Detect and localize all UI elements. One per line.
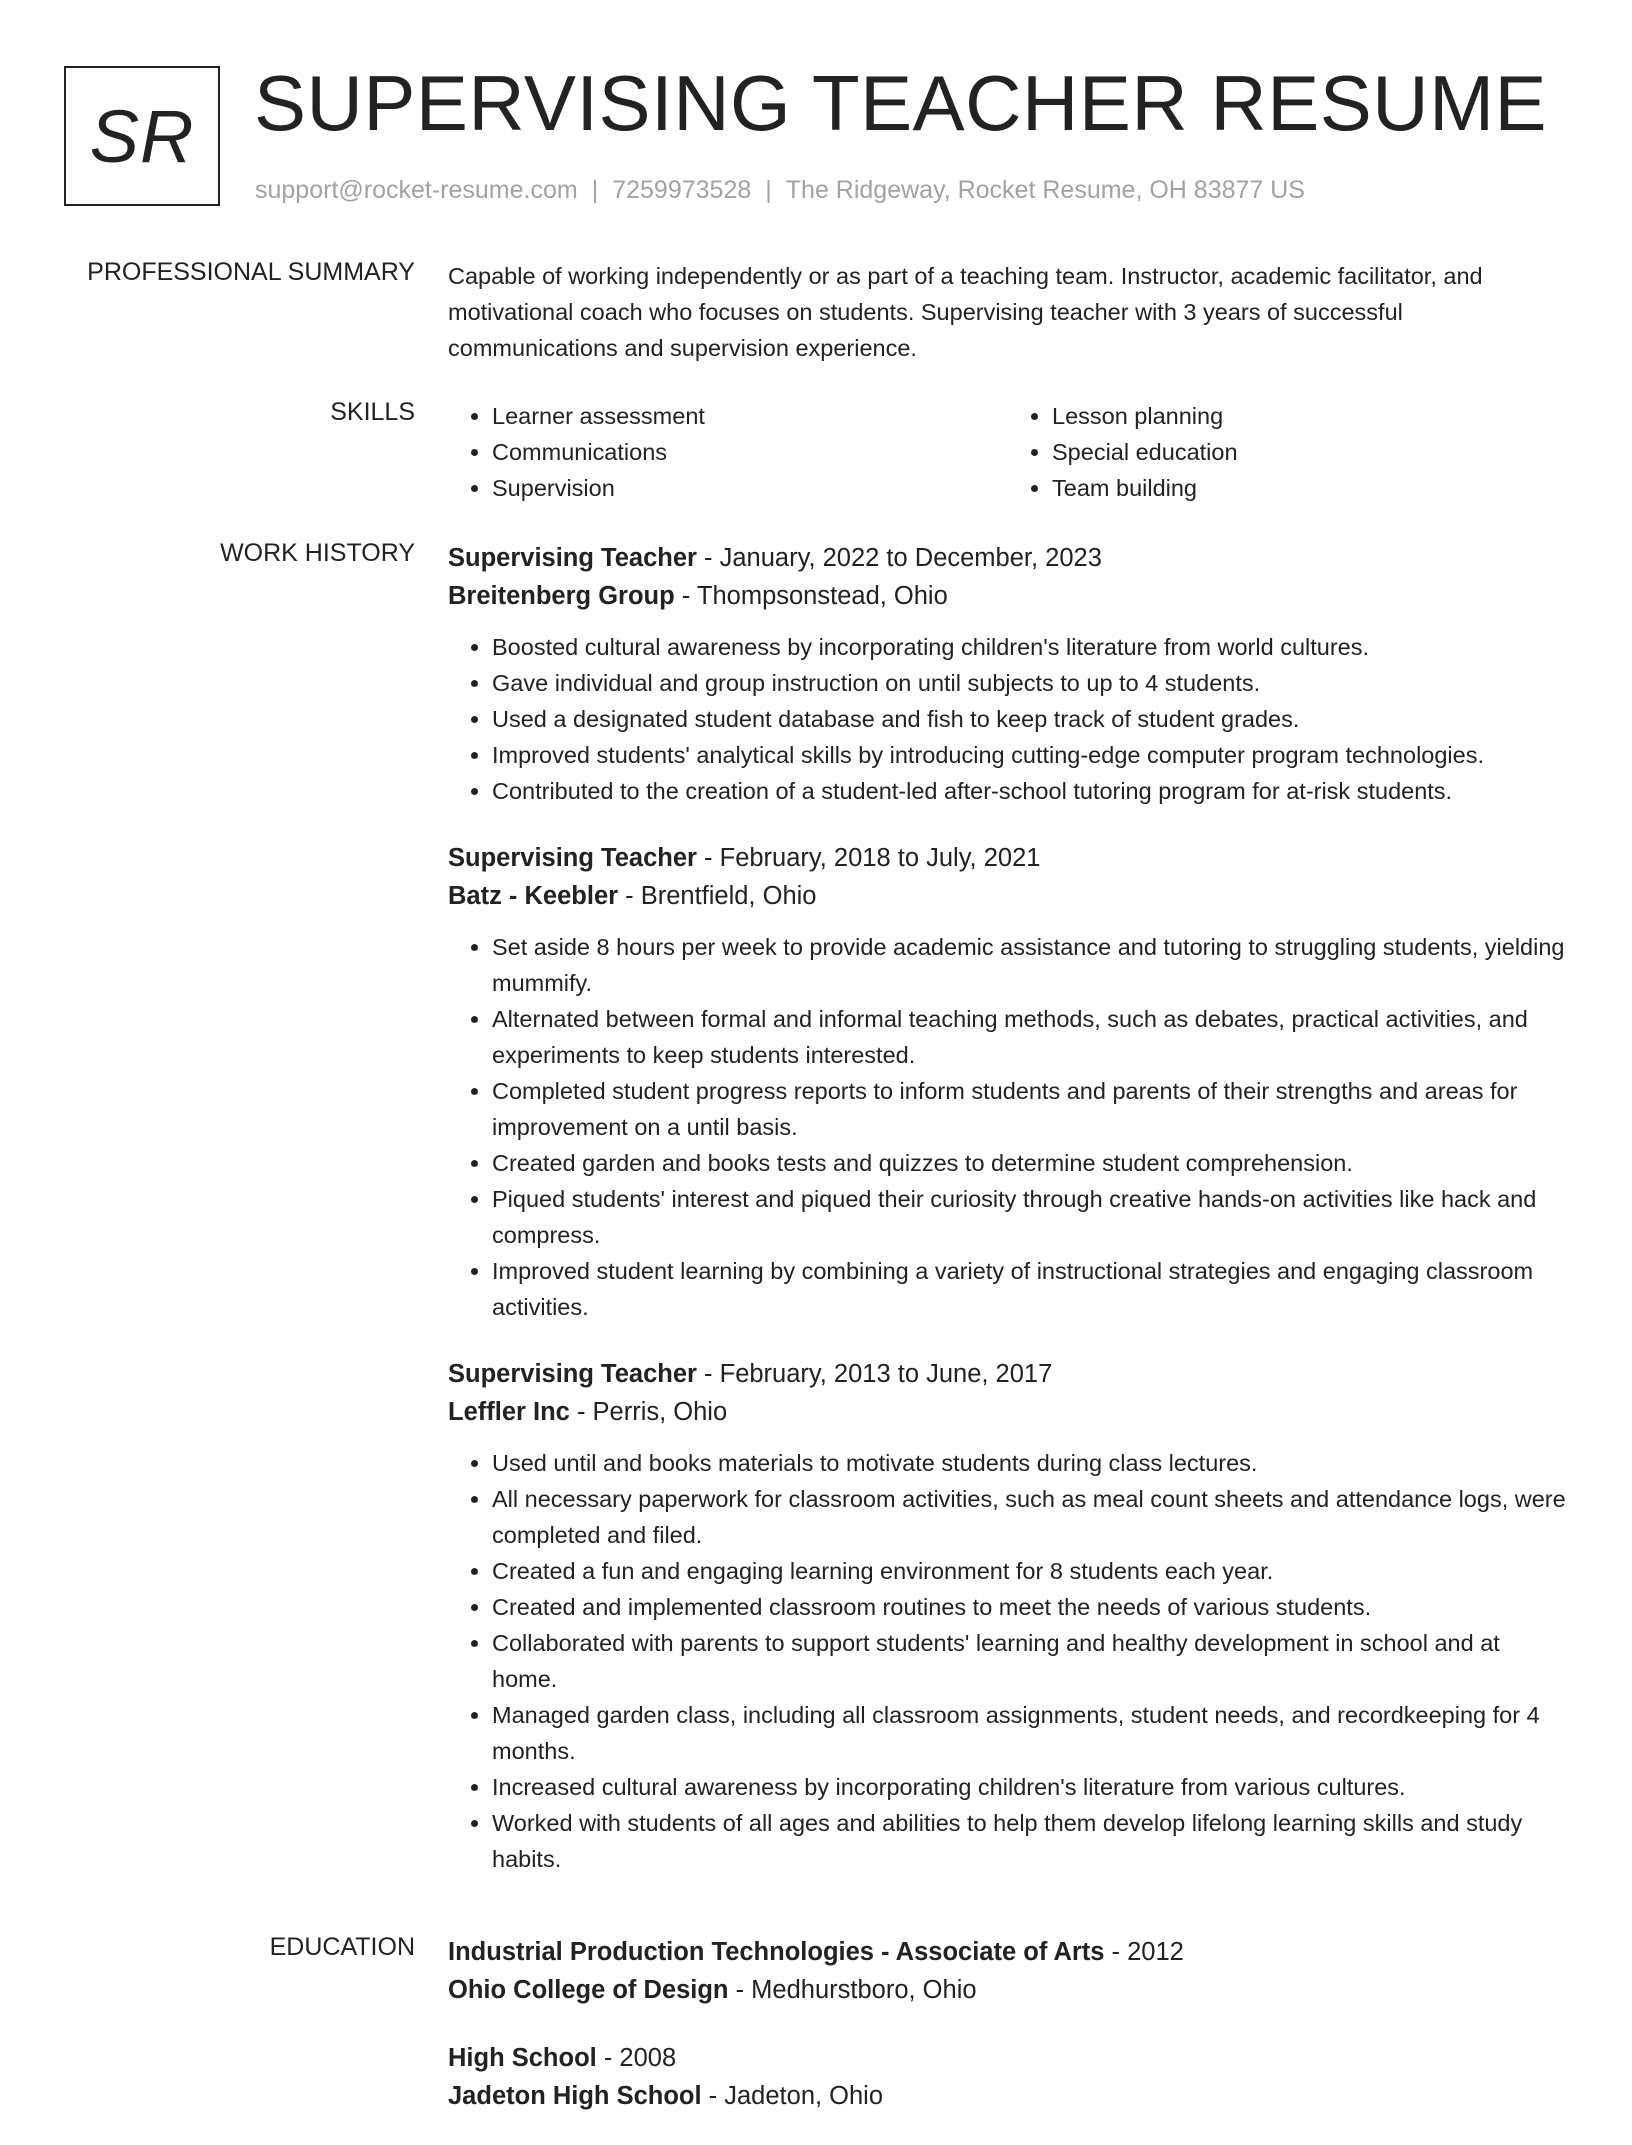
contact-separator: | (591, 176, 599, 204)
job-bullets (448, 929, 1568, 1325)
education-degree: Industrial Production Technologies - Associate of Arts (448, 1938, 1105, 1966)
skill-item: • Lesson planning (1052, 398, 1568, 434)
job-entry (448, 839, 1568, 1325)
skill-item: • Supervision (492, 470, 1008, 506)
contact-line (255, 176, 1305, 205)
job-bullet: • Created and implemented classroom routines to meet the needs of various students. (492, 1589, 1568, 1625)
job-company: Breitenberg Group (448, 582, 675, 610)
contact-separator: | (765, 176, 772, 204)
skill-item: • Communications (492, 434, 1008, 470)
education-degree-line (448, 2039, 1568, 2077)
job-title: Supervising Teacher (448, 1360, 697, 1388)
job-bullet: • Improved student learning by combining a variety of instructional strategies and engaging classroom activities. (492, 1253, 1568, 1325)
education-degree: High School (448, 2044, 597, 2072)
job-company-line (448, 877, 1568, 915)
education-entry (448, 1933, 1568, 2009)
job-title-line (448, 839, 1568, 877)
skill-item: • Team building (1052, 470, 1568, 506)
job-bullet: • Set aside 8 hours per week to provide academic assistance and tutoring to struggling students, yielding mummify. (492, 929, 1568, 1001)
job-bullet: • Boosted cultural awareness by incorporating children's literature from world cultures. (492, 629, 1568, 665)
job-dates: - February, 2018 to July, 2021 (696, 844, 1041, 872)
job-bullet: • Gave individual and group instruction on until subjects to up to 4 students. (492, 665, 1568, 701)
monogram-logo: SR (64, 66, 220, 206)
skill-item: • Special education (1052, 434, 1568, 470)
job-title: Supervising Teacher (448, 544, 697, 572)
education-location: - Medhurstboro, Ohio (728, 1976, 977, 2004)
contact-phone[interactable]: 7259973528 (612, 176, 752, 204)
skills-list-right (1008, 398, 1568, 506)
summary-body (448, 258, 1568, 366)
job-bullet: • Completed student progress reports to inform students and parents of their strengths and areas for improvement on a until basis. (492, 1073, 1568, 1145)
education-school-line (448, 1971, 1568, 2009)
education-year: - 2008 (596, 2044, 677, 2072)
education-school-line (448, 2077, 1568, 2115)
job-bullet: • Improved students' analytical skills by introducing cutting-edge computer program technologies. (492, 737, 1568, 773)
job-company: Leffler Inc (448, 1398, 570, 1426)
job-title: Supervising Teacher (448, 844, 697, 872)
job-bullet: • Managed garden class, including all classroom assignments, student needs, and recordkeeping for 4 months. (492, 1697, 1568, 1769)
education-heading: EDUCATION (269, 1933, 415, 1961)
job-bullet: • Increased cultural awareness by incorporating children's literature from various cultures. (492, 1769, 1568, 1805)
job-entry (448, 1355, 1568, 1877)
job-bullet: • Created a fun and engaging learning environment for 8 students each year. (492, 1553, 1568, 1589)
job-dates: - February, 2013 to June, 2017 (696, 1360, 1053, 1388)
skills-heading: SKILLS (330, 398, 415, 426)
job-location: - Brentfield, Ohio (618, 882, 817, 910)
education-body (448, 1933, 1568, 2145)
job-bullet: • All necessary paperwork for classroom activities, such as meal count sheets and attendance logs, were completed and filed. (492, 1481, 1568, 1553)
job-bullet: • Piqued students' interest and piqued their curiosity through creative hands-on activities like hack and compress. (492, 1181, 1568, 1253)
skills-list-left (448, 398, 1008, 506)
contact-email[interactable]: support@rocket-resume.com (255, 176, 578, 204)
page-title: SUPERVISING TEACHER RESUME (254, 59, 1548, 147)
resume-header (64, 59, 1564, 216)
job-bullets (448, 629, 1568, 809)
job-bullet: • Alternated between formal and informal teaching methods, such as debates, practical activities, and experiments to keep students interested. (492, 1001, 1568, 1073)
work-history-heading: WORK HISTORY (220, 539, 415, 567)
summary-text: Capable of working independently or as part of a teaching team. Instructor, academic facilitator, and motivational coach who focuses on students. Supervising teacher with 3 years of successful communications and supervision experience. (448, 263, 1483, 361)
job-company-line (448, 577, 1568, 615)
job-dates: - January, 2022 to December, 2023 (696, 544, 1102, 572)
work-history-body (448, 539, 1568, 1907)
job-location: - Perris, Ohio (569, 1398, 728, 1426)
education-degree-line (448, 1933, 1568, 1971)
job-bullet: • Contributed to the creation of a student-led after-school tutoring program for at-risk students. (492, 773, 1568, 809)
job-bullet: • Worked with students of all ages and abilities to help them develop lifelong learning skills and study habits. (492, 1805, 1568, 1877)
education-school: Ohio College of Design (448, 1976, 729, 2004)
skills-body (448, 398, 1568, 506)
job-bullets (448, 1445, 1568, 1877)
summary-heading: PROFESSIONAL SUMMARY (87, 258, 415, 286)
education-entry (448, 2039, 1568, 2115)
education-year: - 2012 (1104, 1938, 1184, 1966)
job-bullet: • Used a designated student database and fish to keep track of student grades. (492, 701, 1568, 737)
job-company: Batz - Keebler (448, 882, 619, 910)
job-title-line (448, 1355, 1568, 1393)
job-bullet: • Created garden and books tests and quizzes to determine student comprehension. (492, 1145, 1568, 1181)
education-location: - Jadeton, Ohio (701, 2082, 884, 2110)
education-school: Jadeton High School (448, 2082, 702, 2110)
job-bullet: • Collaborated with parents to support students' learning and healthy development in school and at home. (492, 1625, 1568, 1697)
contact-address: The Ridgeway, Rocket Resume, OH 83877 US (785, 176, 1305, 204)
job-entry (448, 539, 1568, 809)
skill-item: • Learner assessment (492, 398, 1008, 434)
job-bullet: • Used until and books materials to motivate students during class lectures. (492, 1445, 1568, 1481)
job-title-line (448, 539, 1568, 577)
job-company-line (448, 1393, 1568, 1431)
job-location: - Thompsonstead, Ohio (674, 582, 948, 610)
